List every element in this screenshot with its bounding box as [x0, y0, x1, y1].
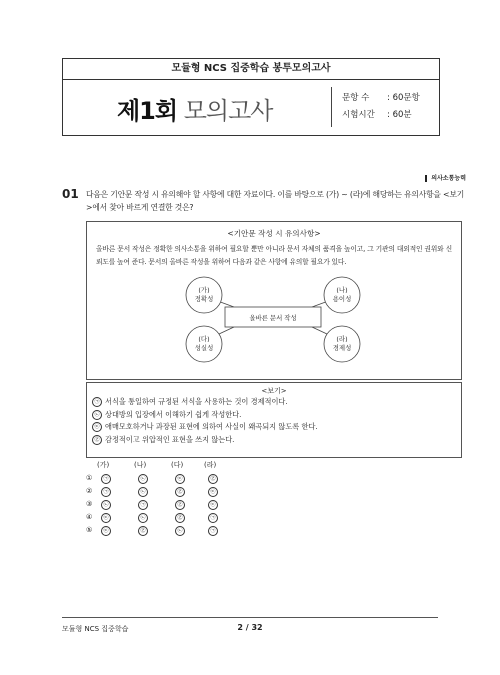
choice-value: ㉣: [175, 500, 185, 510]
exam-header: [62, 58, 440, 136]
node-label-na: 용이성: [332, 295, 352, 303]
choice-value: ㉣: [175, 513, 185, 523]
choice-value: ㉡: [138, 513, 148, 523]
passage-body: 올바른 문서 작성은 정확한 의사소통을 위하여 필요할 뿐만 아니라 문서 자체의 품격을 높이고, 그 기관의 대외적인 권위와 신뢰도를 높여 준다. 문서의 올바른 작성을 위하여 다음과 같은 사항에 유의할 필요가 있다.: [96, 245, 452, 266]
choice-number: ③: [86, 500, 93, 508]
count-label: 문항 수: [342, 93, 370, 103]
choice-value: ㉢: [101, 526, 111, 536]
choice-header-ra: (라): [204, 461, 217, 469]
passage-title: <기안문 작성 시 유의사항>: [227, 229, 321, 238]
time-value: 60분: [392, 110, 412, 120]
bogi-box: [86, 382, 462, 458]
bogi-item: [92, 421, 461, 434]
count-info: 문항 수 : 60문항: [342, 90, 420, 107]
exam-title-rest: 모의고사: [177, 97, 273, 125]
footer-divider: [62, 617, 438, 618]
question-number: 01: [62, 187, 79, 201]
concept-diagram: [86, 271, 460, 377]
bogi-item: [92, 396, 461, 409]
exam-subtitle: 모듈형 NCS 집중학습 봉투모의고사: [63, 59, 439, 80]
choice-value: ㉢: [208, 500, 218, 510]
bogi-text: 상대방의 입장에서 이해하기 쉽게 작성한다.: [105, 409, 242, 419]
node-label-ra: 경제성: [332, 344, 352, 352]
bogi-mark: ㉢: [92, 422, 102, 432]
exam-header-main: [63, 80, 439, 135]
choice-header-na: (나): [134, 461, 147, 469]
choice-value: ㉡: [101, 500, 111, 510]
choice-value: ㉣: [138, 526, 148, 536]
choice-value: ㉣: [208, 474, 218, 484]
exam-title: [117, 91, 272, 126]
time-info: 시험시간 : 60분: [342, 107, 420, 124]
node-tag-na: (나): [336, 286, 348, 294]
choice-number: ①: [86, 474, 93, 482]
bogi-item: [92, 409, 461, 422]
choice-number: ②: [86, 487, 93, 495]
count-value: 60문항: [392, 93, 420, 103]
choice-value: ㉠: [208, 513, 218, 523]
choice-number: ⑤: [86, 526, 93, 534]
node-tag-ga: (가): [198, 286, 210, 294]
bogi-mark: ㉣: [92, 435, 102, 445]
header-divider: [331, 87, 332, 127]
choice-value: ㉣: [175, 487, 185, 497]
choice-value: ㉠: [101, 487, 111, 497]
bogi-item: [92, 434, 461, 447]
node-tag-da: (다): [198, 335, 210, 343]
choice-value: ㉡: [175, 526, 185, 536]
node-label-ga: 정확성: [194, 295, 214, 303]
choice-header-da: (다): [171, 461, 184, 469]
choice-value: ㉡: [138, 487, 148, 497]
choice-value: ㉡: [138, 474, 148, 484]
node-tag-ra: (라): [336, 335, 348, 343]
bogi-text: 서식을 통일하여 규정된 서식을 사용하는 것이 경제적이다.: [105, 397, 288, 406]
choice-header-ga: (가): [97, 461, 110, 469]
section-tag: 의사소통능력: [425, 175, 466, 182]
bogi-text: 애매모호하거나 과장된 표현에 의하여 사실이 왜곡되지 않도록 한다.: [105, 422, 318, 432]
center-label: 올바른 문서 작성: [249, 314, 297, 322]
choice-value: ㉢: [208, 487, 218, 497]
bogi-mark: ㉠: [92, 397, 102, 407]
question-text: 다음은 기안문 작성 시 유의해야 할 사항에 대한 자료이다. 이를 바탕으로 (가) ~ (라)에 해당하는 유의사항을 <보기>에서 찾아 바르게 연결한 것은?: [86, 190, 465, 212]
bogi-mark: ㉡: [92, 410, 102, 420]
choice-value: ㉢: [175, 474, 185, 484]
exam-info: [342, 90, 420, 124]
page-number: 2 / 32: [237, 623, 263, 632]
choice-value: ㉠: [138, 500, 148, 510]
choice-number: ④: [86, 513, 93, 521]
time-label: 시험시간: [342, 110, 375, 120]
node-label-da: 성실성: [194, 344, 214, 352]
choice-value: ㉠: [101, 474, 111, 484]
footer-title: 모듈형 NCS 집중학습: [62, 625, 129, 633]
bogi-text: 감정적이고 위압적인 표현을 쓰지 않는다.: [105, 434, 235, 444]
choice-value: ㉠: [208, 526, 218, 536]
choice-value: ㉢: [101, 513, 111, 523]
bogi-title: <보기>: [261, 387, 287, 395]
exam-title-number: 제1회: [117, 97, 178, 125]
